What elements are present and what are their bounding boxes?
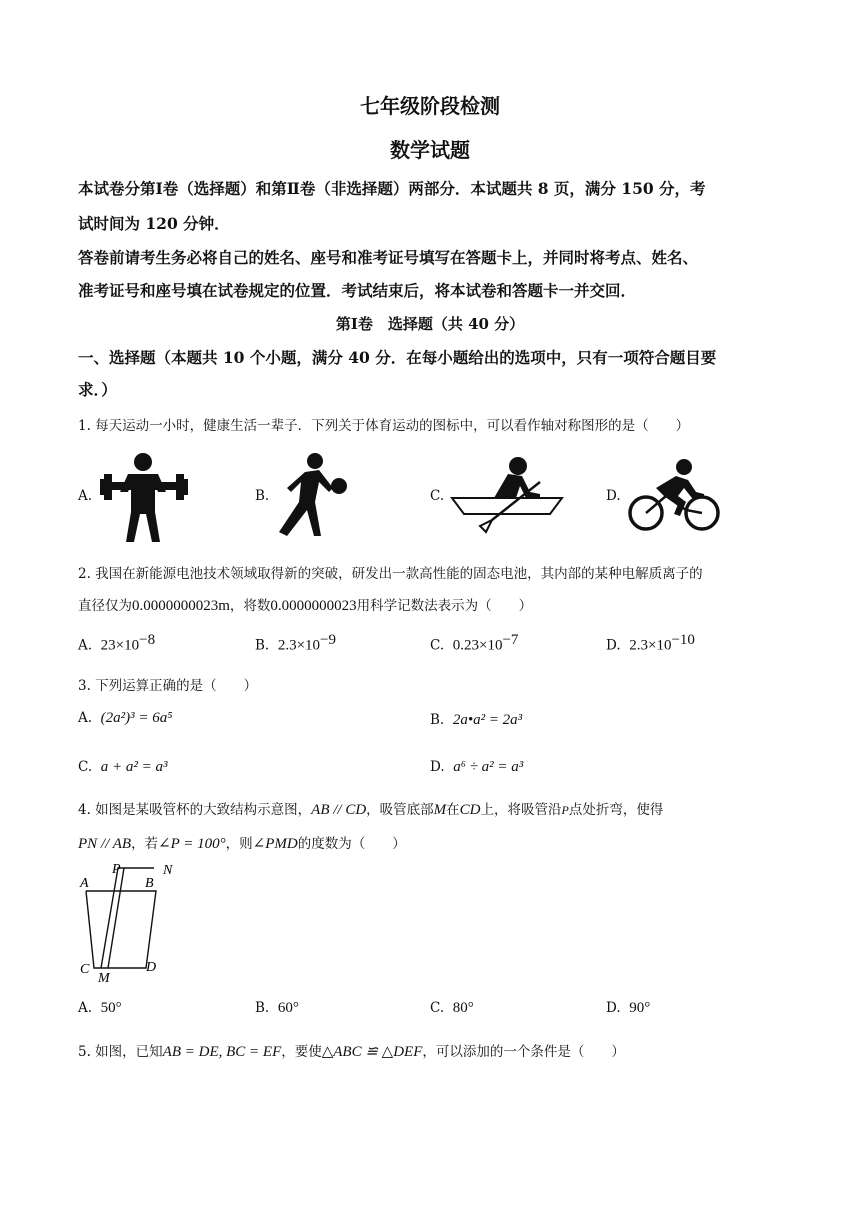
q4-label-n: N [163,863,173,878]
q4-math-1: AB // CD [311,802,367,818]
q4-label-p: P [112,862,121,877]
q4-option-b-value: 60° [277,1000,299,1016]
q4-text-c: 在 [446,802,460,818]
q2-number-1: 0.0000000023m [132,598,230,614]
q1-option-c-label: C. [430,488,445,504]
q2-stem-line-1: 2. 我国在新能源电池技术领域取得新的突破，研发出一款高性能的固态电池，其内部的某种电解质离子的 [78,566,703,582]
q2-text-post: 用科学记数法表示为（ ） [356,598,533,614]
q3-option-b-label: B. [430,712,445,728]
q2-option-c-label: C. [430,637,445,654]
q2-text-mid: ，将数 [229,598,271,614]
q2-option-b [255,632,336,655]
q4-straw-cup-figure [74,858,184,988]
q2-option-d-label: D. [606,637,621,654]
q4-text-e: 点处折弯，使得 [568,802,664,818]
q3-option-c [78,759,167,776]
q4-label-a: A [80,876,89,891]
q2-option-d-exp: −10 [671,632,695,648]
q2-option-b-base: 2.3×10 [277,637,321,654]
q4-label-m: M [98,971,110,986]
q5-text-b: ，要使 [281,1044,322,1060]
q5-text-a: 5. 如图，已知 [78,1044,163,1060]
q3-option-a-expr: (2a²)³ = 6a⁵ [100,710,173,726]
q4-label-d: D [146,960,157,975]
q4-text-b: ，吸管底部 [366,802,434,818]
q1-option-d-label: D. [606,488,621,504]
q2-stem-line-2 [78,594,532,615]
q4-label-b: B [145,876,154,891]
q3-option-b [430,712,522,729]
q2-number-2: 0.0000000023 [270,598,357,614]
cycling-icon [628,458,722,534]
q4-option-b-label: B. [255,1000,270,1016]
q2-option-b-label: B. [255,637,270,654]
q3-option-a [78,710,172,727]
q3-option-d-expr: a⁶ ÷ a² = a³ [453,759,524,775]
q4-text-g: ，则 [225,836,253,852]
intro-line-2: 试时间为 120 分钟． [78,214,230,233]
q5-stem [78,1040,625,1061]
q5-text-c: ，可以添加的一个条件是（ ） [422,1044,625,1060]
q4-stem-line-2 [78,832,406,853]
q3-option-c-label: C. [78,759,93,775]
q1-stem: 1. 每天运动一小时，健康生活一辈子．下列关于体育运动的图标中，可以看作轴对称图形的是（ ） [78,418,690,434]
q4-option-c-label: C. [430,1000,445,1016]
q3-option-b-expr: 2a•a² = 2a³ [452,712,523,728]
q4-math-5: PN // AB [78,836,132,852]
weightlifting-icon [100,452,190,544]
q2-option-a-exp: −8 [139,632,156,648]
part-heading-line-2: 求．） [78,380,117,399]
q3-stem: 3. 下列运算正确的是（ ） [78,678,258,694]
q4-option-d [606,1000,650,1017]
q2-option-a-label: A. [78,637,93,654]
q2-option-c-exp: −7 [502,632,519,648]
exam-title: 七年级阶段检测 [360,94,500,118]
q2-option-d [606,632,695,655]
q3-option-d-label: D. [430,759,445,775]
intro-line-1: 本试卷分第Ⅰ卷（选择题）和第Ⅱ卷（非选择题）两部分．本试题共 8 页，满分 150 分，考 [78,179,706,198]
q4-text-f: ，若 [131,836,159,852]
q4-option-a-label: A. [78,1000,93,1016]
q5-math-2: △ABC ≌ △DEF [321,1044,423,1060]
q4-option-c [430,1000,474,1017]
q4-math-3: CD [459,802,481,818]
intro-line-3: 答卷前请考生务必将自己的姓名、座号和准考证号填写在答题卡上，并同时将考点、姓名、 [78,248,699,267]
q4-option-d-label: D. [606,1000,621,1016]
volume-heading: 第Ⅰ卷 选择题（共 40 分） [335,315,525,333]
rowing-icon [450,456,570,536]
q2-option-c-base: 0.23×10 [452,637,503,654]
q1-option-a-label: A. [78,488,93,504]
intro-line-4: 准考证号和座号填在试卷规定的位置．考试结束后，将本试卷和答题卡一并交回． [78,281,637,300]
q4-math-6: ∠P = 100° [158,836,226,852]
q4-stem-line-1 [78,798,663,819]
q4-text-a: 4. 如图是某吸管杯的大致结构示意图， [78,802,312,818]
q4-label-c: C [80,962,90,977]
q2-option-b-exp: −9 [320,632,336,648]
q2-option-a-base: 23×10 [100,637,140,654]
q4-option-c-value: 80° [452,1000,474,1016]
exam-subject: 数学试题 [390,138,470,162]
q3-option-c-expr: a + a² = a³ [100,759,168,775]
q4-option-a [78,1000,122,1017]
q4-option-b [255,1000,299,1017]
q5-math-1: AB = DE, BC = EF [162,1044,282,1060]
q2-text-pre: 直径仅为 [78,598,132,614]
q4-text-d: 上，将吸管沿 [480,802,562,818]
q4-math-2: M [433,802,447,818]
q4-math-7: ∠PMD [252,836,298,852]
q3-option-a-label: A. [78,710,93,726]
q2-option-d-base: 2.3×10 [629,637,672,654]
q2-option-c [430,632,518,655]
part-heading-line-1: 一、选择题（本题共 10 个小题，满分 40 分．在每小题给出的选项中，只有一项符合题目要 [78,348,717,367]
q3-option-d [430,759,523,776]
q1-option-b-label: B. [255,488,270,504]
q2-option-a [78,632,155,655]
q4-text-h: 的度数为（ ） [297,836,406,852]
volleyball-icon [275,452,355,538]
q4-option-d-value: 90° [629,1000,651,1016]
q4-option-a-value: 50° [100,1000,122,1016]
q4-math-4: P [561,803,569,817]
